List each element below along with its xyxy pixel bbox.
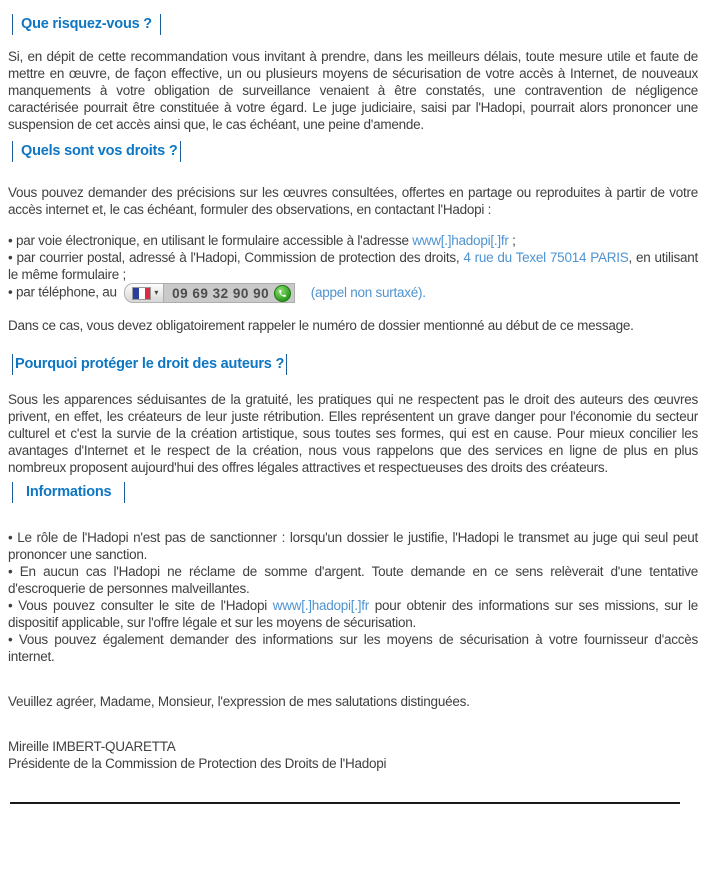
phone-number: 09 69 32 90 90: [172, 285, 270, 301]
dossier-reminder-paragraph: Dans ce cas, vous devez obligatoirement rappeler le numéro de dossier mentionné au début de ce message.: [8, 318, 634, 333]
postal-address-link[interactable]: 4 rue du Texel 75014 PARIS: [463, 250, 629, 265]
signature-name: Mireille IMBERT-QUARETTA: [8, 739, 176, 754]
bullet-electronic: [8, 232, 698, 249]
bullet-phone: [8, 283, 698, 303]
section-heading-informations: Informations: [12, 482, 125, 503]
info-bullet-isp: • Vous pouvez également demander des informations sur les moyens de sécurisation à votre fournisseur d'accès internet.: [8, 632, 698, 664]
info-bullet-site: [8, 597, 698, 631]
risks-paragraph: Si, en dépit de cette recommandation vous invitant à prendre, dans les meilleurs délais, toute mesure utile et faute de mettre en œuvre, de façon effective, un ou plusieurs moyens de sécurisation de votre accès à Internet, de nouveaux manquements à votre obligation de surveillance venaient à être constatés, une contravention de négligence caractérisée pourrait être constituée à votre égard. Le juge judiciaire, saisi par l'Hadopi, pourrait alors prononcer une suspension de cet accès ainsi que, le cas échéant, une peine d'amende.: [8, 49, 698, 132]
click-to-call-widget[interactable]: [124, 283, 295, 303]
bullet-electronic-text: • par voie électronique, en utilisant le formulaire accessible à l'adresse: [8, 233, 413, 248]
phone-note: (appel non surtaxé).: [310, 284, 426, 300]
rights-intro-paragraph: Vous pouvez demander des précisions sur les œuvres consultées, offertes en partage ou reproduites à partir de votre accès internet et, le cas échéant, formuler des observations, en contactant l'Hadopi :: [8, 185, 698, 217]
footer-divider: [10, 802, 680, 804]
bullet-postal-suffix: , en utilisant le même formulaire ;: [8, 250, 698, 282]
france-flag-icon: [132, 287, 151, 300]
hadopi-website-link[interactable]: www[.]hadopi[.]fr: [412, 233, 509, 248]
info-bullet-role: • Le rôle de l'Hadopi n'est pas de sanctionner : lorsqu'un dossier le justifie, l'Hadopi le transmet au juge qui seul peut prononcer une sanction.: [8, 530, 698, 562]
bullet-phone-text: • par téléphone, au: [8, 284, 117, 300]
info-bullet-site-suffix: pour obtenir des informations sur ses missions, sur le dispositif applicable, sur l'offre légale et sur les moyens de sécurisation.: [8, 598, 698, 630]
phone-number-pill: [163, 283, 295, 303]
country-selector[interactable]: [124, 283, 163, 303]
section-heading-risks: Que risquez-vous ?: [12, 14, 161, 35]
section-heading-why-protect: Pourquoi protéger le droit des auteurs ?: [12, 354, 287, 375]
bullet-postal: [8, 249, 698, 283]
section-heading-rights: Quels sont vos droits ?: [12, 141, 181, 162]
hadopi-website-link-2[interactable]: www[.]hadopi[.]fr: [272, 598, 370, 613]
info-bullet-site-text: • Vous pouvez consulter le site de l'Hadopi: [8, 598, 273, 613]
bullet-postal-text: • par courrier postal, adressé à l'Hadopi, Commission de protection des droits,: [8, 250, 464, 265]
info-bullet-money: • En aucun cas l'Hadopi ne réclame de somme d'argent. Toute demande en ce sens relèverait d'une tentative d'escroquerie de personnes malveillantes.: [8, 564, 698, 596]
salutation: Veuillez agréer, Madame, Monsieur, l'expression de mes salutations distinguées.: [8, 694, 470, 709]
signature-title: Présidente de la Commission de Protection des Droits de l'Hadopi: [8, 756, 387, 771]
bullet-electronic-suffix: ;: [508, 233, 516, 248]
chevron-down-icon: ▾: [154, 288, 159, 297]
call-icon[interactable]: [274, 285, 291, 302]
why-protect-paragraph: Sous les apparences séduisantes de la gratuité, les pratiques qui ne respectent pas le droit des auteurs des œuvres privent, en effet, les créateurs de leur juste rétribution. Elles représentent un grave danger pour l'économie du secteur culturel et c'est la survie de la création artistique, sous toutes ses formes, qui est en cause. Pour mieux concilier les avantages d'Internet et le respect de la création, nous vous rappelons que des services en ligne de plus en plus nombreux proposent aujourd'hui des offres légales attractives et respectueuses des droits des créateurs.: [8, 392, 698, 475]
